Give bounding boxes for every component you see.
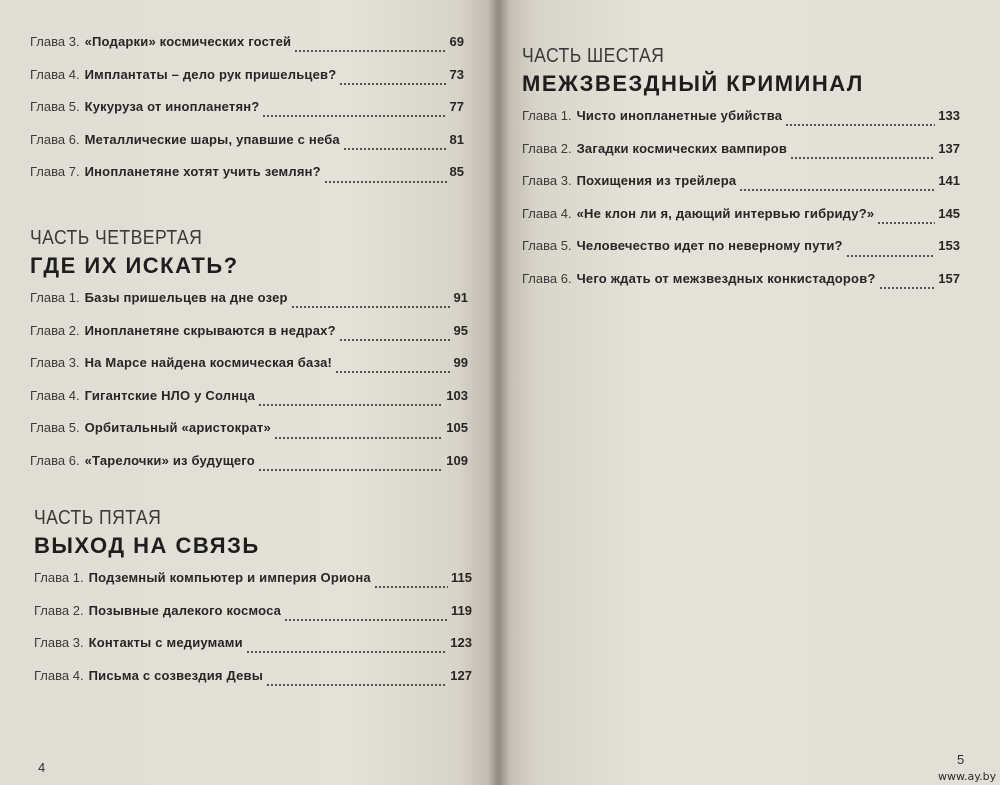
toc-leader-dots <box>846 255 936 257</box>
toc-list <box>522 106 960 302</box>
toc-page-number: 85 <box>449 164 464 180</box>
toc-row <box>30 418 468 451</box>
toc-leader-dots <box>790 157 935 159</box>
toc-row <box>34 601 472 634</box>
toc-chapter-number: Глава 4. <box>522 205 572 221</box>
toc-chapter-number: Глава 2. <box>30 322 80 338</box>
toc-chapter-title: Похищения из трейлера <box>576 173 737 189</box>
toc-page-number: 103 <box>446 387 468 403</box>
toc-leader-dots <box>246 651 448 653</box>
toc-chapter-number: Глава 5. <box>30 420 80 436</box>
toc-section-part3-continued <box>30 32 464 195</box>
toc-chapter-number: Глава 2. <box>34 602 84 618</box>
toc-chapter-number: Глава 3. <box>30 34 80 49</box>
toc-row <box>30 386 468 419</box>
toc-chapter-title: Загадки космических вампиров <box>576 140 788 156</box>
page-number-right: 5 <box>957 752 965 767</box>
toc-leader-dots <box>284 619 448 621</box>
toc-chapter-number: Глава 1. <box>34 570 84 585</box>
toc-page-number: 69 <box>449 34 464 49</box>
toc-row <box>30 65 464 98</box>
toc-chapter-title: Гигантские НЛО у Солнца <box>84 387 256 403</box>
book-gutter <box>488 0 510 785</box>
toc-leader-dots <box>339 83 446 85</box>
toc-page-number: 73 <box>449 66 464 82</box>
toc-list <box>30 288 468 484</box>
toc-leader-dots <box>335 371 450 373</box>
toc-row <box>522 236 960 269</box>
toc-chapter-title: Орбитальный «аристократ» <box>84 420 271 436</box>
part-title: ГДЕ ИХ ИСКАТЬ? <box>30 253 239 278</box>
toc-page-number: 115 <box>451 570 472 585</box>
toc-chapter-number: Глава 5. <box>30 99 80 115</box>
toc-chapter-title: Металлические шары, упавшие с неба <box>84 131 340 147</box>
toc-chapter-title: Инопланетяне скрываются в недрах? <box>84 322 336 338</box>
toc-leader-dots <box>739 189 935 191</box>
toc-chapter-title: Чего ждать от межзвездных конкистадоров? <box>576 270 876 286</box>
toc-chapter-title: «Подарки» космических гостей <box>84 34 292 49</box>
toc-row <box>34 633 472 666</box>
toc-page-number: 145 <box>938 205 960 221</box>
toc-row <box>30 451 468 484</box>
toc-chapter-number: Глава 6. <box>522 270 572 286</box>
toc-chapter-number: Глава 2. <box>522 140 572 156</box>
toc-row <box>30 32 464 65</box>
toc-chapter-title: Базы пришельцев на дне озер <box>84 290 288 305</box>
part-label: ЧАСТЬ ЧЕТВЕРТАЯ <box>30 227 203 249</box>
watermark-text: www.ay.by <box>938 770 997 783</box>
toc-section-part4 <box>30 226 468 484</box>
toc-page-number: 123 <box>450 635 472 651</box>
toc-section-part6 <box>522 44 960 302</box>
toc-page-number: 137 <box>938 140 960 156</box>
toc-leader-dots <box>274 437 443 439</box>
toc-chapter-number: Глава 6. <box>30 452 80 468</box>
toc-leader-dots <box>258 469 443 471</box>
toc-chapter-title: Позывные далекого космоса <box>88 602 282 618</box>
toc-row <box>30 130 464 163</box>
toc-chapter-number: Глава 1. <box>522 108 572 123</box>
toc-chapter-number: Глава 4. <box>34 667 84 683</box>
toc-leader-dots <box>324 181 447 183</box>
toc-chapter-title: Имплантаты – дело рук пришельцев? <box>84 66 337 82</box>
toc-chapter-title: Подземный компьютер и империя Ориона <box>88 570 371 585</box>
toc-row <box>34 568 472 601</box>
toc-row <box>30 321 468 354</box>
toc-row <box>30 97 464 130</box>
toc-row <box>522 204 960 237</box>
toc-page-number: 109 <box>446 452 468 468</box>
toc-leader-dots <box>258 404 443 406</box>
toc-page-number: 133 <box>938 108 960 123</box>
toc-chapter-title: «Не клон ли я, дающий интервью гибриду?» <box>576 205 875 221</box>
toc-chapter-title: Чисто инопланетные убийства <box>576 108 783 123</box>
toc-chapter-number: Глава 3. <box>522 173 572 189</box>
toc-page-number: 77 <box>449 99 464 115</box>
toc-row <box>522 171 960 204</box>
toc-row <box>30 353 468 386</box>
toc-chapter-title: Инопланетяне хотят учить землян? <box>84 164 321 180</box>
toc-page-number: 153 <box>938 238 960 254</box>
toc-page-number: 127 <box>450 667 472 683</box>
toc-leader-dots <box>339 339 451 341</box>
toc-chapter-number: Глава 7. <box>30 164 80 180</box>
toc-chapter-number: Глава 3. <box>30 355 80 371</box>
toc-chapter-title: Контакты с медиумами <box>88 635 243 651</box>
toc-leader-dots <box>785 124 935 126</box>
toc-row <box>34 666 472 699</box>
toc-row <box>30 162 464 195</box>
toc-chapter-number: Глава 3. <box>34 635 84 651</box>
toc-leader-dots <box>374 586 448 588</box>
toc-leader-dots <box>266 684 447 686</box>
toc-list-top <box>30 32 464 195</box>
part-label: ЧАСТЬ ПЯТАЯ <box>34 507 162 529</box>
toc-chapter-title: «Тарелочки» из будущего <box>84 452 255 468</box>
toc-row <box>30 288 468 321</box>
page-number-left: 4 <box>38 760 46 775</box>
toc-chapter-number: Глава 1. <box>30 290 80 305</box>
toc-page-number: 95 <box>453 322 468 338</box>
toc-chapter-title: Человечество идет по неверному пути? <box>576 238 843 254</box>
part-title: ВЫХОД НА СВЯЗЬ <box>34 533 260 558</box>
toc-page-number: 99 <box>453 355 468 371</box>
toc-leader-dots <box>879 287 936 289</box>
toc-leader-dots <box>262 115 446 117</box>
toc-leader-dots <box>291 306 451 308</box>
left-page <box>0 0 498 785</box>
toc-row <box>522 139 960 172</box>
toc-chapter-number: Глава 4. <box>30 66 80 82</box>
toc-chapter-number: Глава 4. <box>30 387 80 403</box>
toc-page-number: 105 <box>446 420 468 436</box>
toc-chapter-title: На Марсе найдена космическая база! <box>84 355 333 371</box>
toc-section-part5 <box>34 506 472 698</box>
toc-leader-dots <box>343 148 447 150</box>
toc-chapter-title: Письма с созвездия Девы <box>88 667 264 683</box>
toc-row <box>522 269 960 302</box>
toc-row <box>522 106 960 139</box>
toc-chapter-number: Глава 5. <box>522 238 572 254</box>
toc-chapter-title: Кукуруза от инопланетян? <box>84 99 260 115</box>
toc-leader-dots <box>294 50 446 52</box>
toc-page-number: 141 <box>938 173 960 189</box>
toc-leader-dots <box>877 222 935 224</box>
toc-list <box>34 568 472 698</box>
toc-chapter-number: Глава 6. <box>30 131 80 147</box>
toc-page-number: 81 <box>449 131 464 147</box>
toc-page-number: 157 <box>938 270 960 286</box>
right-page <box>498 0 1000 785</box>
part-label: ЧАСТЬ ШЕСТАЯ <box>522 45 665 67</box>
toc-page-number: 91 <box>453 290 468 305</box>
part-title: МЕЖЗВЕЗДНЫЙ КРИМИНАЛ <box>522 71 864 96</box>
toc-page-number: 119 <box>451 602 472 618</box>
